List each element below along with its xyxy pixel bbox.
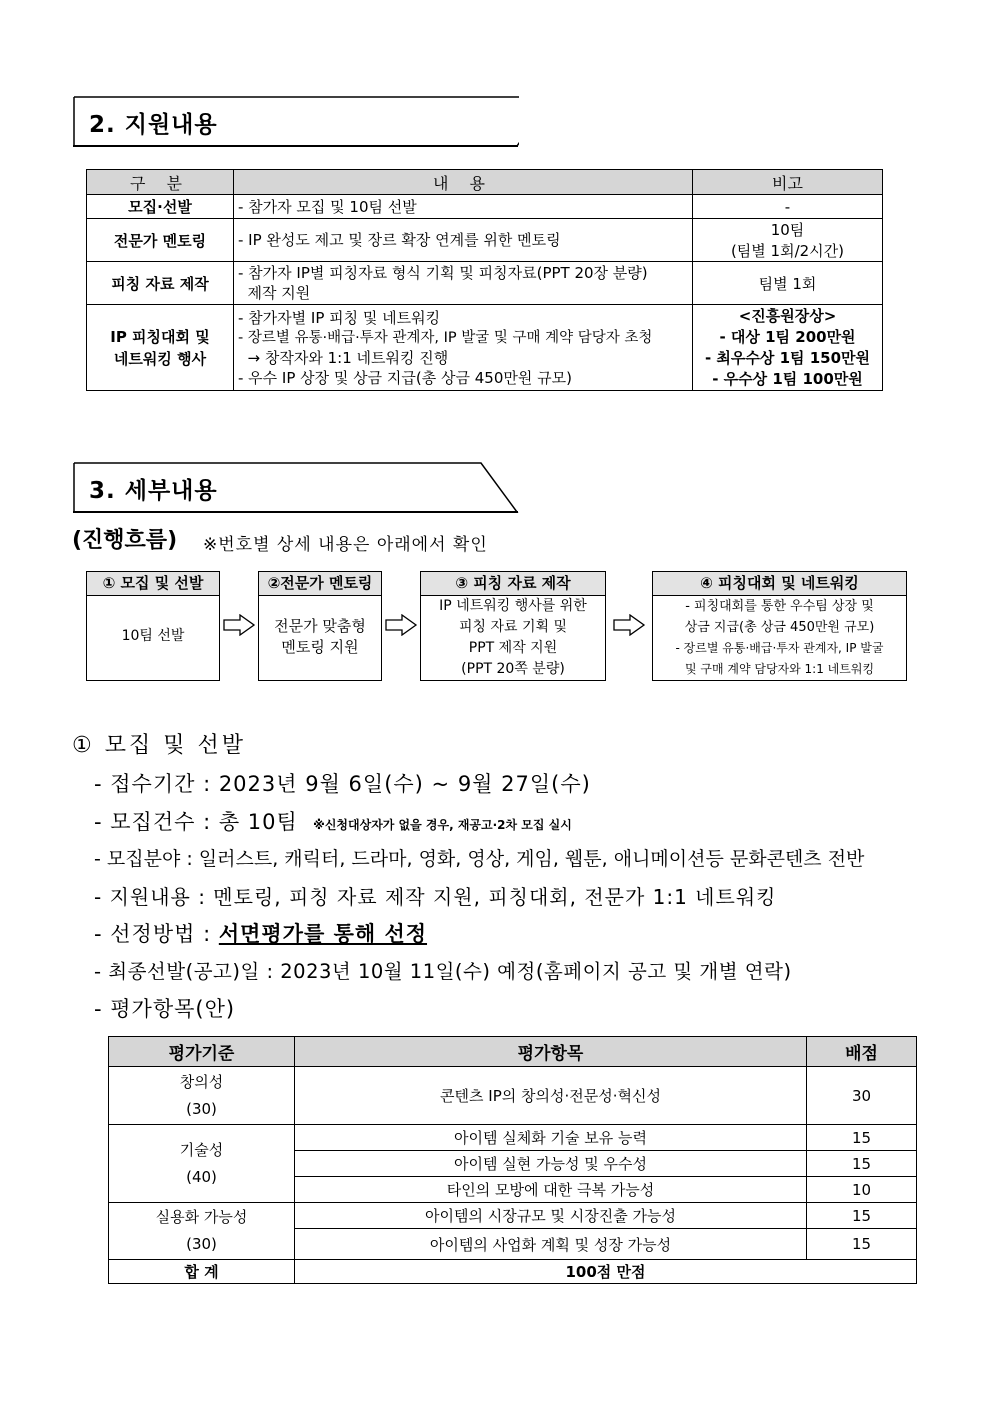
- method-value: 서면평가를 통해 선정: [218, 922, 428, 946]
- table-row: [109, 1203, 917, 1229]
- criterion-cell: 기술성 (40): [109, 1125, 295, 1203]
- table-row: [87, 219, 883, 262]
- arrow-right-icon: [612, 614, 646, 636]
- row-note: 10팀 (팀별 1회/2시간): [693, 219, 883, 262]
- line-support: - 지원내용 : 멘토링, 피칭 자료 제작 지원, 피칭대회, 전문가 1:1 네트워킹: [94, 885, 777, 909]
- arrow-right-icon: [384, 614, 418, 636]
- row-category: 피칭 자료 제작: [87, 262, 234, 305]
- line-method: - 선정방법 : 서면평가를 통해 선정: [94, 922, 428, 946]
- section-3-title: 3. 세부내용: [89, 478, 218, 504]
- total-label: 합 계: [109, 1260, 295, 1284]
- item-cell: 타인의 모방에 대한 극복 가능성: [295, 1177, 807, 1203]
- support-content-table: [86, 169, 883, 391]
- flow-step-4: [652, 571, 907, 681]
- flow-step-title: ③ 피칭 자료 제작: [421, 572, 605, 596]
- table-header-row: [109, 1037, 917, 1067]
- section-2-title: 2. 지원내용: [89, 112, 218, 138]
- flow-step-body: - 피칭대회를 통한 우수팀 상장 및 상금 지급(총 상금 450만원 규모) - 장르별 유통·배급·투자 관계자, IP 발굴 및 구매 계약 담당자와 1:1 네트워킹: [675, 599, 884, 676]
- line-count: - 모집건수 : 총 10팀 ※신청대상자가 없을 경우, 재공고·2차 모집 실시: [94, 810, 572, 834]
- evaluation-table: [108, 1036, 917, 1284]
- section-3-heading: [73, 462, 517, 512]
- line-final: - 최종선발(공고)일 : 2023년 10월 11일(수) 예정(홈페이지 공고 및 개별 연락): [94, 960, 792, 983]
- criterion-cell: 실용화 가능성 (30): [109, 1203, 295, 1260]
- score-cell: 15: [807, 1125, 917, 1151]
- item-cell: 아이템 실체화 기술 보유 능력: [295, 1125, 807, 1151]
- row-note: <진흥원장상> - 대상 1팀 200만원 - 최우수상 1팀 150만원 - 우수상 1팀 100만원: [693, 305, 883, 391]
- header-category: 구 분: [87, 170, 234, 195]
- row-content: - 참가자별 IP 피칭 및 네트워킹 - 장르별 유통·배급·투자 관계자, IP 발굴 및 구매 계약 담당자 초청 → 창작자와 1:1 네트워킹 진행 - 우수 IP 상장 및 상금 지급(총 상금 450만원 규모): [234, 305, 693, 391]
- table-row: [109, 1125, 917, 1151]
- flow-step-body: 10팀 선발: [121, 628, 185, 644]
- table-row: [87, 305, 883, 391]
- header-content: 내 용: [234, 170, 693, 195]
- header-score: 배점: [807, 1037, 917, 1067]
- total-value: 100점 만점: [295, 1260, 917, 1284]
- flow-step-title: ① 모집 및 선발: [87, 572, 219, 596]
- arrow-right-icon: [222, 614, 256, 636]
- row-content: - 참가자 IP별 피칭자료 형식 기획 및 피칭자료(PPT 20장 분량) 제작 지원: [234, 262, 693, 305]
- flow-step-2: [258, 571, 382, 681]
- row-category: 모집·선발: [87, 195, 234, 219]
- flow-step-title: ②전문가 멘토링: [259, 572, 381, 596]
- score-cell: 15: [807, 1229, 917, 1260]
- flow-step-1: [86, 571, 220, 681]
- item-cell: 아이템 실현 가능성 및 우수성: [295, 1151, 807, 1177]
- criterion-cell: 창의성 (30): [109, 1067, 295, 1125]
- row-note: -: [693, 195, 883, 219]
- header-note: 비고: [693, 170, 883, 195]
- item-cell: 아이템의 시장규모 및 시장진출 가능성: [295, 1203, 807, 1229]
- row-category: IP 피칭대회 및 네트워킹 행사: [87, 305, 234, 391]
- section-2-heading: [73, 96, 517, 146]
- flow-title: (진행흐름): [72, 528, 178, 553]
- line-criteria: - 평가항목(안): [94, 997, 236, 1021]
- score-cell: 15: [807, 1151, 917, 1177]
- table-row: [87, 195, 883, 219]
- item-cell: 콘텐츠 IP의 창의성·전문성·혁신성: [295, 1067, 807, 1125]
- flow-step-3: [420, 571, 606, 681]
- row-note: 팀별 1회: [693, 262, 883, 305]
- count-note: ※신청대상자가 없을 경우, 재공고·2차 모집 실시: [313, 818, 572, 832]
- line-period: - 접수기간 : 2023년 9월 6일(수) ~ 9월 27일(수): [94, 772, 591, 796]
- flow-step-title: ④ 피칭대회 및 네트워킹: [653, 572, 906, 596]
- table-header-row: [87, 170, 883, 195]
- score-cell: 15: [807, 1203, 917, 1229]
- table-row: [109, 1067, 917, 1125]
- header-criterion: 평가기준: [109, 1037, 295, 1067]
- flow-note: ※번호별 상세 내용은 아래에서 확인: [203, 535, 488, 555]
- subsection-title: ① 모집 및 선발: [72, 733, 246, 758]
- score-cell: 30: [807, 1067, 917, 1125]
- flow-step-body: IP 네트워킹 행사를 위한 피칭 자료 기획 및 PPT 제작 지원 (PPT 20쪽 분량): [439, 598, 587, 677]
- line-field: - 모집분야 : 일러스트, 캐릭터, 드라마, 영화, 영상, 게임, 웹툰, 애니메이션등 문화콘텐츠 전반: [94, 848, 865, 870]
- score-cell: 10: [807, 1177, 917, 1203]
- item-cell: 아이템의 사업화 계획 및 성장 가능성: [295, 1229, 807, 1260]
- header-item: 평가항목: [295, 1037, 807, 1067]
- row-category: 전문가 멘토링: [87, 219, 234, 262]
- row-content: - 참가자 모집 및 10팀 선발: [234, 195, 693, 219]
- table-row: [87, 262, 883, 305]
- table-total-row: [109, 1260, 917, 1284]
- row-content: - IP 완성도 제고 및 장르 확장 연계를 위한 멘토링: [234, 219, 693, 262]
- flow-step-body: 전문가 맞춤형 멘토링 지원: [274, 617, 366, 656]
